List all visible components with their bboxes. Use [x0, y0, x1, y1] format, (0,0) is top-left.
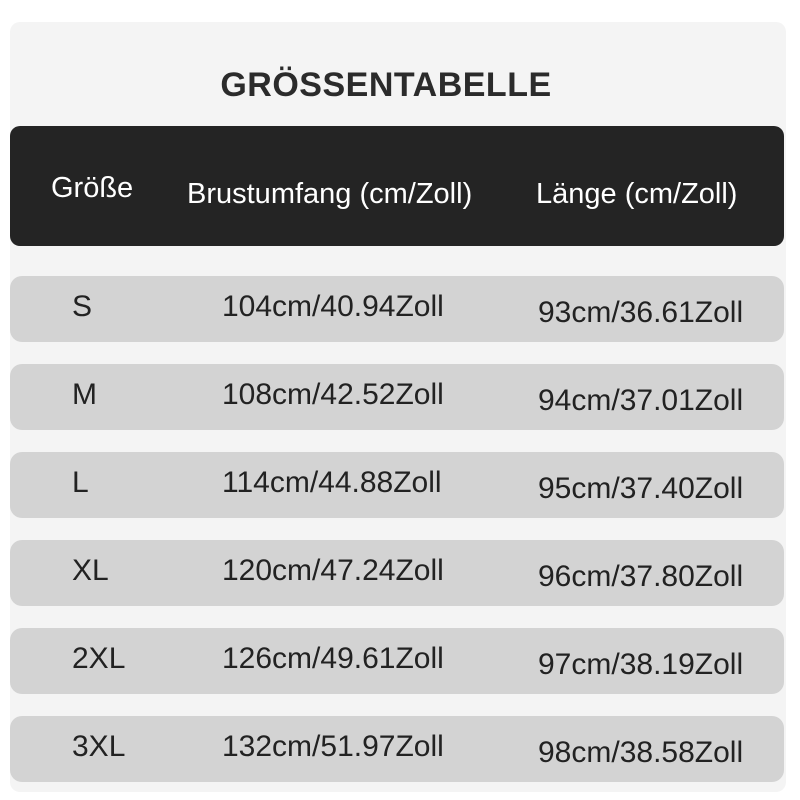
table-row — [10, 628, 784, 694]
column-header-size: Größe — [51, 172, 134, 204]
table-header — [10, 126, 784, 246]
chest-cell: 126cm/49.61Zoll — [222, 642, 444, 675]
length-cell: 95cm/37.40Zoll — [538, 472, 744, 505]
length-cell: 93cm/36.61Zoll — [538, 296, 744, 329]
size-cell: S — [72, 290, 93, 323]
table-row — [10, 276, 784, 342]
chest-cell: 120cm/47.24Zoll — [222, 554, 444, 587]
table-row — [10, 540, 784, 606]
column-header-chest: Brustumfang (cm/Zoll) — [187, 178, 473, 210]
chest-cell: 108cm/42.52Zoll — [222, 378, 444, 411]
table-row — [10, 716, 784, 782]
length-cell: 98cm/38.58Zoll — [538, 736, 744, 769]
size-cell: L — [72, 466, 89, 499]
page-title: GRÖSSENTABELLE — [220, 66, 552, 104]
size-cell: 3XL — [72, 730, 126, 763]
chest-cell: 132cm/51.97Zoll — [222, 730, 444, 763]
size-cell: XL — [72, 554, 109, 587]
column-header-length: Länge (cm/Zoll) — [536, 178, 738, 210]
chest-cell: 114cm/44.88Zoll — [222, 466, 442, 499]
table-row — [10, 452, 784, 518]
length-cell: 94cm/37.01Zoll — [538, 384, 744, 417]
length-cell: 97cm/38.19Zoll — [538, 648, 744, 681]
size-cell: 2XL — [72, 642, 126, 675]
table-row — [10, 364, 784, 430]
size-cell: M — [72, 378, 97, 411]
length-cell: 96cm/37.80Zoll — [538, 560, 744, 593]
chest-cell: 104cm/40.94Zoll — [222, 290, 444, 323]
